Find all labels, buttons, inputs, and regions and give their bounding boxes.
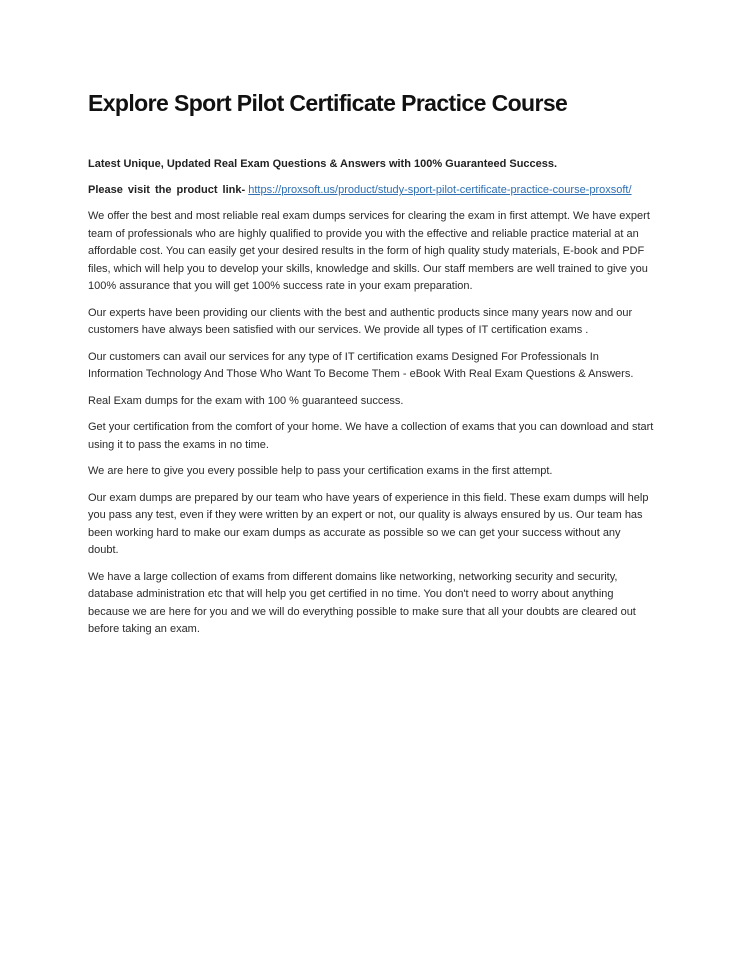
paragraph-experts: Our experts have been providing our clients with the best and authentic products since many years now and our customers have always been satisfied with our services. We provide all types of IT certification exams . [88, 306, 633, 336]
paragraph-customers: Our customers can avail our services for any type of IT certification exams Designed For Professionals In Information Technology And Those Who Want To Become Them - eBook With Real Exam Questions & Answers. [88, 350, 634, 380]
paragraph-collection: We have a large collection of exams from different domains like networking, networking security and security, database administration etc that will help you get certified in no time. You don't need to worry about anything because we are here for you and we will do everything possible to make sure that all your doubts are cleared out before taking an exam. [88, 570, 636, 635]
product-link-lead: Please visit the product link- [88, 184, 246, 196]
document-content [88, 88, 654, 639]
paragraph-services: We offer the best and most reliable real exam dumps services for clearing the exam in first attempt. We have expert team of professionals who are highly qualified to provide you with the effective and reliable practice material at an affordable cost. You can easily get your desired results in the form of high quality study materials, E-book and PDF files, which will help you to develop your skills, knowledge and skills. Our staff members are well trained to give you 100% assurance that you will get 100% success rate in your exam preparation. [88, 210, 650, 292]
paragraph-exam-dumps-team: Our exam dumps are prepared by our team who have years of experience in this field. These exam dumps will help you pass any test, even if they were written by an expert or not, our quality is always ensured by us. Our team has been working hard to make our exam dumps as accurate as possible so we can get your success without any doubt. [88, 491, 649, 556]
product-link-line [88, 182, 654, 199]
paragraph-help: We are here to give you every possible help to pass your certification exams in the first attempt. [88, 465, 553, 477]
page-title: Explore Sport Pilot Certificate Practice Course [88, 90, 568, 116]
paragraph-real-exam-dumps: Real Exam dumps for the exam with 100 % guaranteed success. [88, 394, 404, 407]
paragraph-certification-home: Get your certification from the comfort of your home. We have a collection of exams that you can download and start using it to pass the exams in no time. [88, 421, 654, 451]
document-subtitle: Latest Unique, Updated Real Exam Questions & Answers with 100% Guaranteed Success. [88, 158, 558, 170]
product-link[interactable]: https://proxsoft.us/product/study-sport-pilot-certificate-practice-course-proxsoft/ [248, 184, 632, 196]
